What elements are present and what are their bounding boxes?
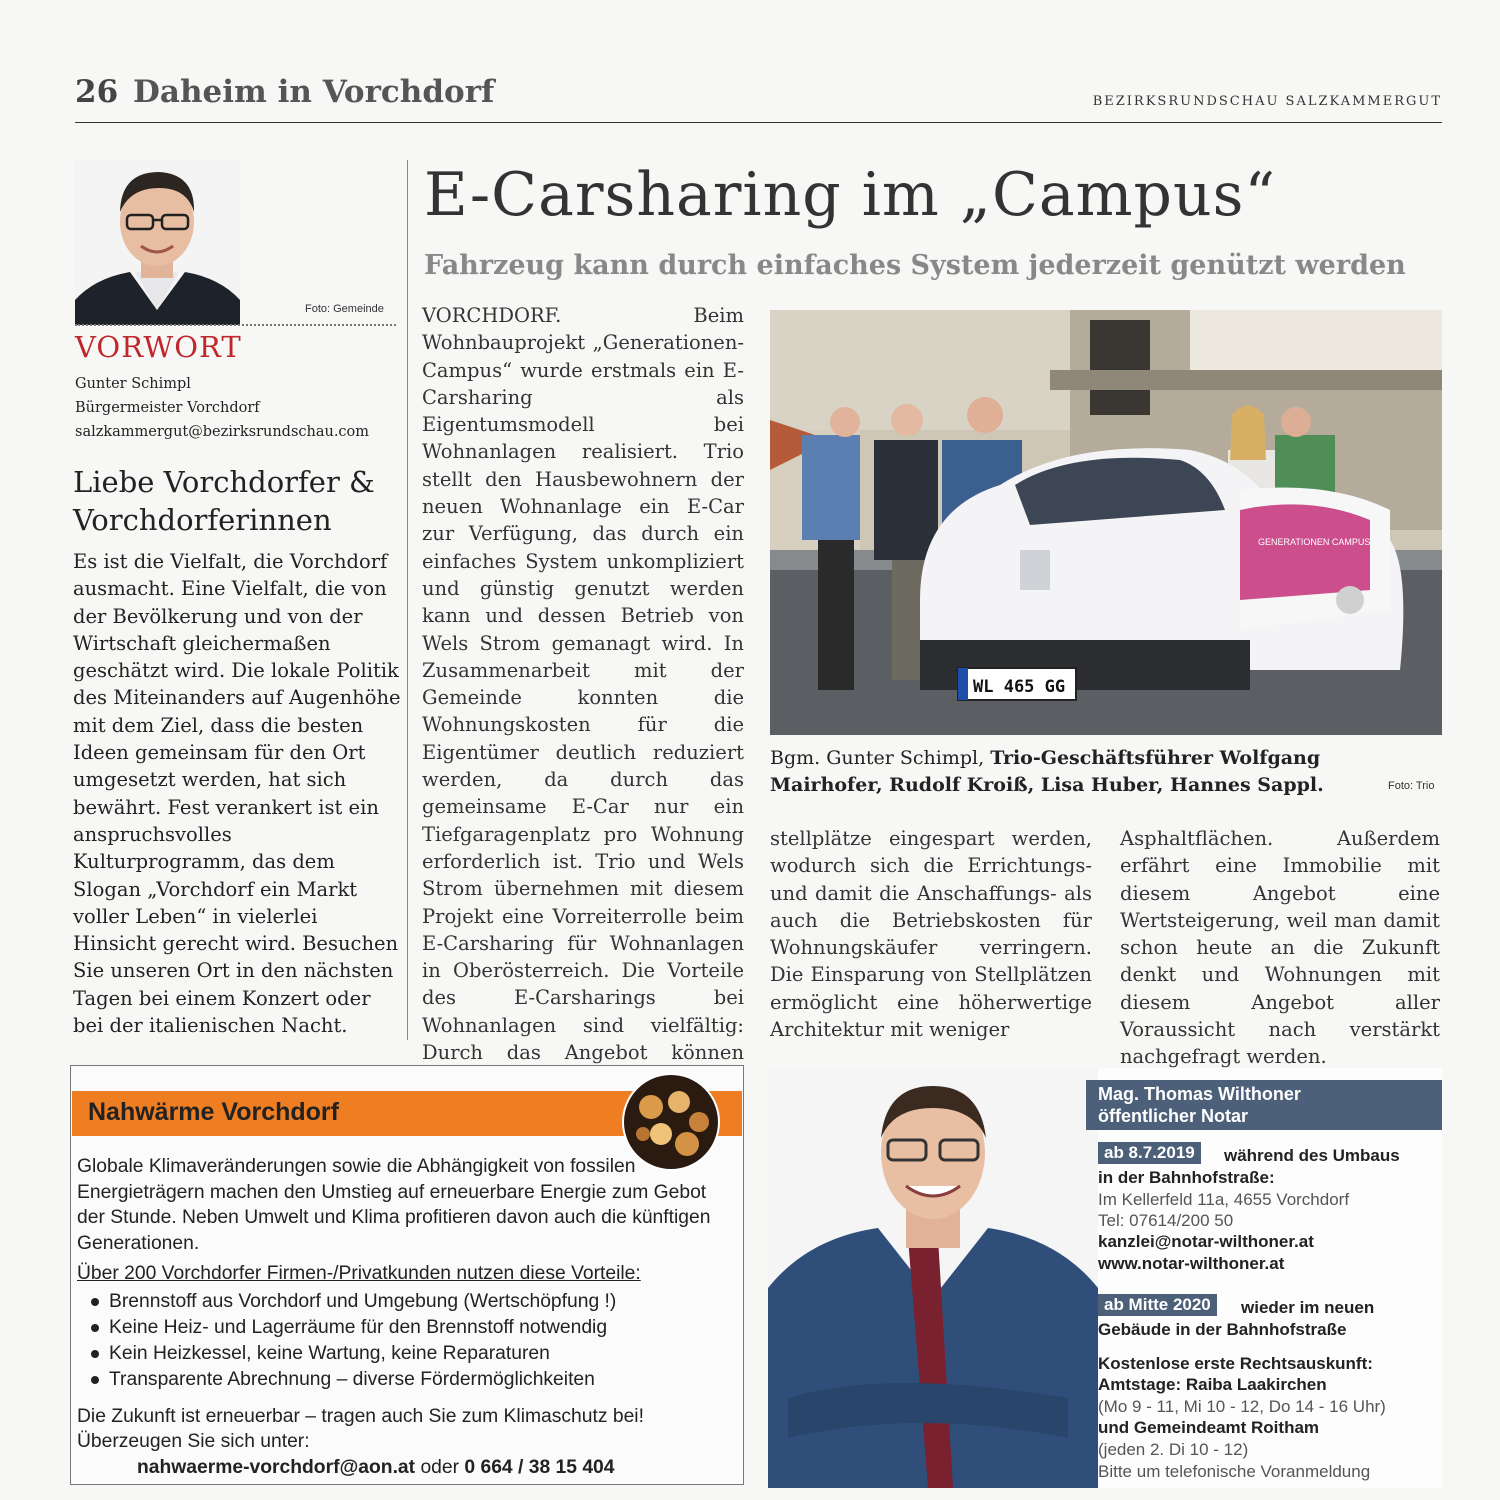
mayor-portrait (75, 160, 240, 325)
photo-caption (770, 745, 1430, 799)
amtstage: Amtstage: Raiba Laakirchen (1098, 1375, 1327, 1394)
vorwort-headline (73, 463, 375, 539)
notar-phone[interactable]: Tel: 07614/200 50 (1098, 1211, 1234, 1230)
gemeindeamt: und Gemeindeamt Roitham (1098, 1418, 1320, 1437)
tag1-text: während des Umbaus (1224, 1146, 1400, 1165)
ad-intro: Globale Klimaveränderungen sowie die Abhängigkeit von fossilen Energieträgern machen den Umstieg auf erneuerbare Energie zum Gebot der Stunde. Neben Umwelt und Klima profitieren davon auch die künftigen Generationen. (77, 1156, 711, 1254)
caption-names: Trio-Geschäftsführer Wolfgang Mairhofer, Rudolf Kroiß, Lisa Huber, Hannes Sappl. (770, 747, 1324, 796)
ecar-group-photo (770, 310, 1442, 735)
notar-portrait (768, 1068, 1098, 1488)
benefit-item: Transparente Abrechnung – diverse Fördermöglichkeiten (91, 1369, 595, 1391)
vorwort-body: Es ist die Vielfalt, die Vorchdorf ausmacht. Eine Vielfalt, die von der Bevölkerung und von der Wirtschaft gleichermaßen geschätzt wird. Die lokale Politik des Miteinanders auf Augenhöhe mit dem Ziel, dass die besten Ideen gemeinsam für den Ort umgesetzt werden, hat sich bewährt. Fest verankert ist ein anspruchsvolles Kulturprogramm, das dem Slogan „Vorchdorf ein Markt voller Leben“ in vielerlei Hinsicht gerecht wird. Besuchen Sie unseren Ort in den nächsten Tagen bei einem Konzert oder bei der italienischen Nacht. (73, 550, 401, 1038)
tag2-text2: Gebäude in der Bahnhofstraße (1098, 1320, 1347, 1339)
bullet-icon (91, 1298, 99, 1306)
bullet-icon (91, 1324, 99, 1332)
article-column-1: VORCHDORF. Beim Wohnbauprojekt „Generationen-Campus“ wurde erstmals ein E-Carsharing als Eigentumsmodell bei Wohnanlagen realisiert. Trio stellt den Hausbewohnern der neuen Wohnanlage ein E-Car zur Verfügung, das durch ein einfaches System unkompliziert und günstig genutzt werden kann und dessen Betrieb von Wels Strom gemanagt wird. In Zusammenarbeit mit der Gemeinde konnten die Wohnungskosten für die Eigentümer deutlich reduziert werden, da durch das gemeinsame E-Car nur ein Tiefgaragenplatz pro Wohnung erforderlich ist. Trio und Wels Strom übernehmen mit diesem Projekt eine Vorreiterrolle beim E-Carsharing für Wohnanlagen in Oberösterreich. Die Vorteile des E-Carsharings bei Wohnanlagen sind vielfältig: Durch das Angebot können (422, 304, 744, 1065)
vorwort-heading: VORWORT (75, 330, 242, 364)
notar-web-link[interactable]: www.notar-wilthoner.at (1098, 1254, 1285, 1273)
ad-closing: Die Zukunft ist erneuerbar – tragen auch Sie zum Klimaschutz bei! Überzeugen Sie sich unter: (77, 1406, 644, 1452)
author-email: salzkammergut@bezirksrundschau.com (75, 424, 370, 440)
appointment-note: Bitte um telefonische Voranmeldung (1098, 1462, 1371, 1481)
publication-name: BEZIRKSRUNDSCHAU SALZKAMMERGUT (1092, 94, 1442, 109)
consult-title: Kostenlose erste Rechtsauskunft: (1098, 1354, 1373, 1373)
article-subtitle: Fahrzeug kann durch einfaches System jederzeit genützt werden (424, 250, 1406, 281)
header-rule (75, 122, 1442, 123)
ad-contact: nahwaerme-vorchdorf@aon.at oder 0 664 / 38 15 404 (137, 1457, 615, 1478)
ad-phone[interactable]: 0 664 / 38 15 404 (464, 1457, 615, 1478)
author-name: Gunter Schimpl (75, 376, 191, 392)
nahwaerme-ad (70, 1065, 744, 1485)
dotted-rule (75, 324, 396, 326)
date-tag-2: ab Mitte 2020 (1098, 1294, 1217, 1316)
photo-credit-trio: Foto: Trio (1388, 780, 1435, 792)
notar-address: Im Kellerfeld 11a, 4655 Vorchdorf (1098, 1190, 1350, 1209)
license-plate: WL 465 GG (973, 677, 1066, 697)
headline-line: Vorchdorferinnen (73, 503, 332, 537)
notar-name: Mag. Thomas Wilthoner öffentlicher Notar (1098, 1084, 1301, 1126)
section-title: Daheim in Vorchdorf (133, 74, 495, 110)
column-divider (407, 160, 408, 1040)
ad-email-link[interactable]: nahwaerme-vorchdorf@aon.at (137, 1457, 416, 1478)
ad-title: Nahwärme Vorchdorf (88, 1098, 339, 1126)
ad-lead: Über 200 Vorchdorfer Firmen-/Privatkunden nutzen diese Vorteile: (77, 1263, 641, 1284)
headline-line: Liebe Vorchdorfer & (73, 465, 375, 499)
car-decal-text: GENERATIONEN CAMPUS (1258, 537, 1371, 547)
caption-prefix: Bgm. Gunter Schimpl, (770, 747, 991, 769)
author-role: Bürgermeister Vorchdorf (75, 400, 260, 416)
benefit-item: Keine Heiz- und Lagerräume für den Brennstoff notwendig (91, 1317, 607, 1339)
article-column-3: Asphaltflächen. Außerdem erfährt eine Immobilie mit diesem Angebot eine Wertsteigerung, weil man damit schon heute an die Zukunft denkt und Wohnungen mit diesem Angebot aller Voraussicht nach verstärkt nachgefragt werden. (1120, 827, 1440, 1069)
benefit-item: Kein Heizkessel, keine Wartung, keine Reparaturen (91, 1343, 550, 1365)
tag2-text: wieder im neuen (1241, 1298, 1375, 1317)
amtstage-times: (Mo 9 - 11, Mi 10 - 12, Do 14 - 16 Uhr) (1098, 1397, 1386, 1416)
article-column-2: stellplätze eingespart werden, wodurch sich die Errichtungs- und damit die Anschaffungs- als auch die Betriebskosten für Wohnungskäufer verringern. Die Einsparung von Stellplätzen ermöglicht eine höherwertige Architektur mit weniger (770, 827, 1092, 1042)
notar-ad (768, 1068, 1442, 1488)
page-number: 26 (75, 74, 119, 110)
author-info (75, 372, 369, 444)
date-tag-1: ab 8.7.2019 (1098, 1142, 1201, 1164)
gemeindeamt-times: (jeden 2. Di 10 - 12) (1098, 1440, 1249, 1459)
article-title: E-Carsharing im „Campus“ (424, 160, 1277, 230)
bullet-icon (91, 1376, 99, 1384)
benefit-item: Brennstoff aus Vorchdorf und Umgebung (Wertschöpfung !) (91, 1291, 616, 1313)
bullet-icon (91, 1350, 99, 1358)
tag1-text2: in der Bahnhofstraße: (1098, 1168, 1275, 1187)
notar-email-link[interactable]: kanzlei@notar-wilthoner.at (1098, 1232, 1314, 1251)
photo-credit: Foto: Gemeinde (305, 303, 384, 315)
